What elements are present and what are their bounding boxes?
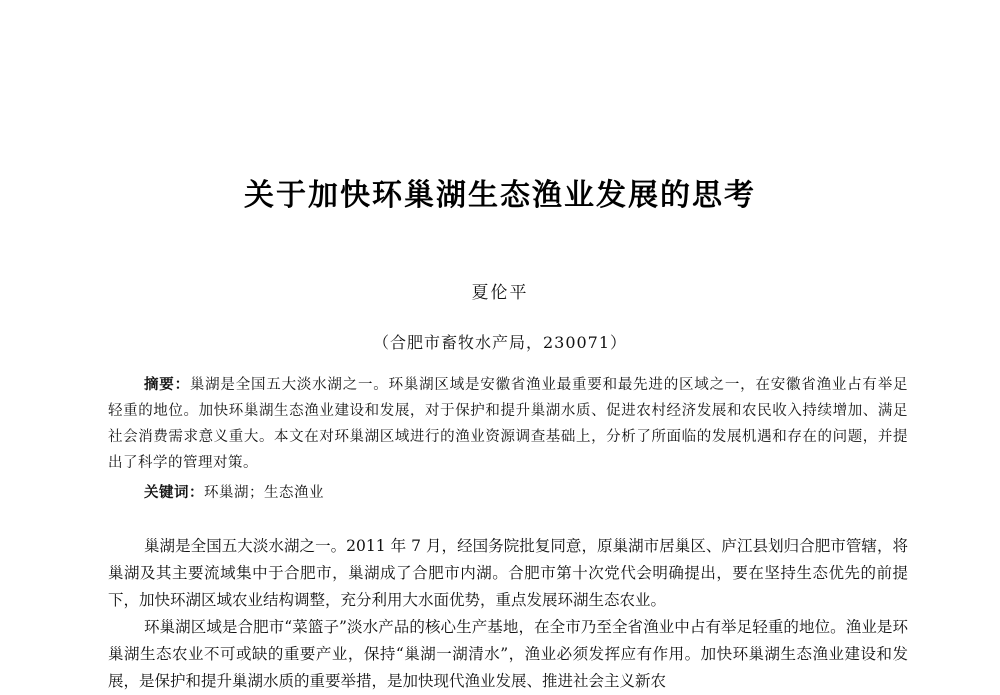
body-paragraph-1: 巢湖是全国五大淡水湖之一。2011 年 7 月，经国务院批复同意，原巢湖市居巢区、庐江县划归合肥市管辖，将巢湖及其主要流域集中于合肥市，巢湖成了合肥市内湖。合肥市第十次党代会明确提出，要在坚持生态优先的前提下，加快环湖区域农业结构调整，充分利用大水面优势，重点发展环湖生态农业。	[108, 537, 908, 609]
abstract	[108, 372, 908, 476]
keywords-text: 环巢湖；生态渔业	[204, 485, 324, 501]
keywords	[144, 480, 908, 506]
keywords-label: 关键词：	[144, 485, 204, 501]
body-paragraph-2: 环巢湖区域是合肥市“菜篮子”淡水产品的核心生产基地，在全市乃至全省渔业中占有举足轻重的地位。渔业是环巢湖生态农业不可或缺的重要产业，保持“巢湖一湖清水”，渔业必须发挥应有作用。加快环巢湖生态渔业建设和发展，是保护和提升巢湖水质的重要举措，是加快现代渔业发展、推进社会主义新农	[108, 618, 908, 690]
author-affiliation: （合肥市畜牧水产局，230071）	[372, 333, 628, 352]
abstract-label: 摘要：	[144, 377, 190, 393]
article-title: 关于加快环巢湖生态渔业发展的思考	[244, 178, 756, 213]
article-author: 夏伦平	[471, 283, 529, 303]
abstract-text: 巢湖是全国五大淡水湖之一。环巢湖区域是安徽省渔业最重要和最先进的区域之一，在安徽省渔业占有举足轻重的地位。加快环巢湖生态渔业建设和发展，对于保护和提升巢湖水质、促进农村经济发展和农民收入持续增加、满足社会消费需求意义重大。本文在对环巢湖区域进行的渔业资源调查基础上，分析了所面临的发展机遇和存在的问题，并提出了科学的管理对策。	[108, 377, 908, 471]
